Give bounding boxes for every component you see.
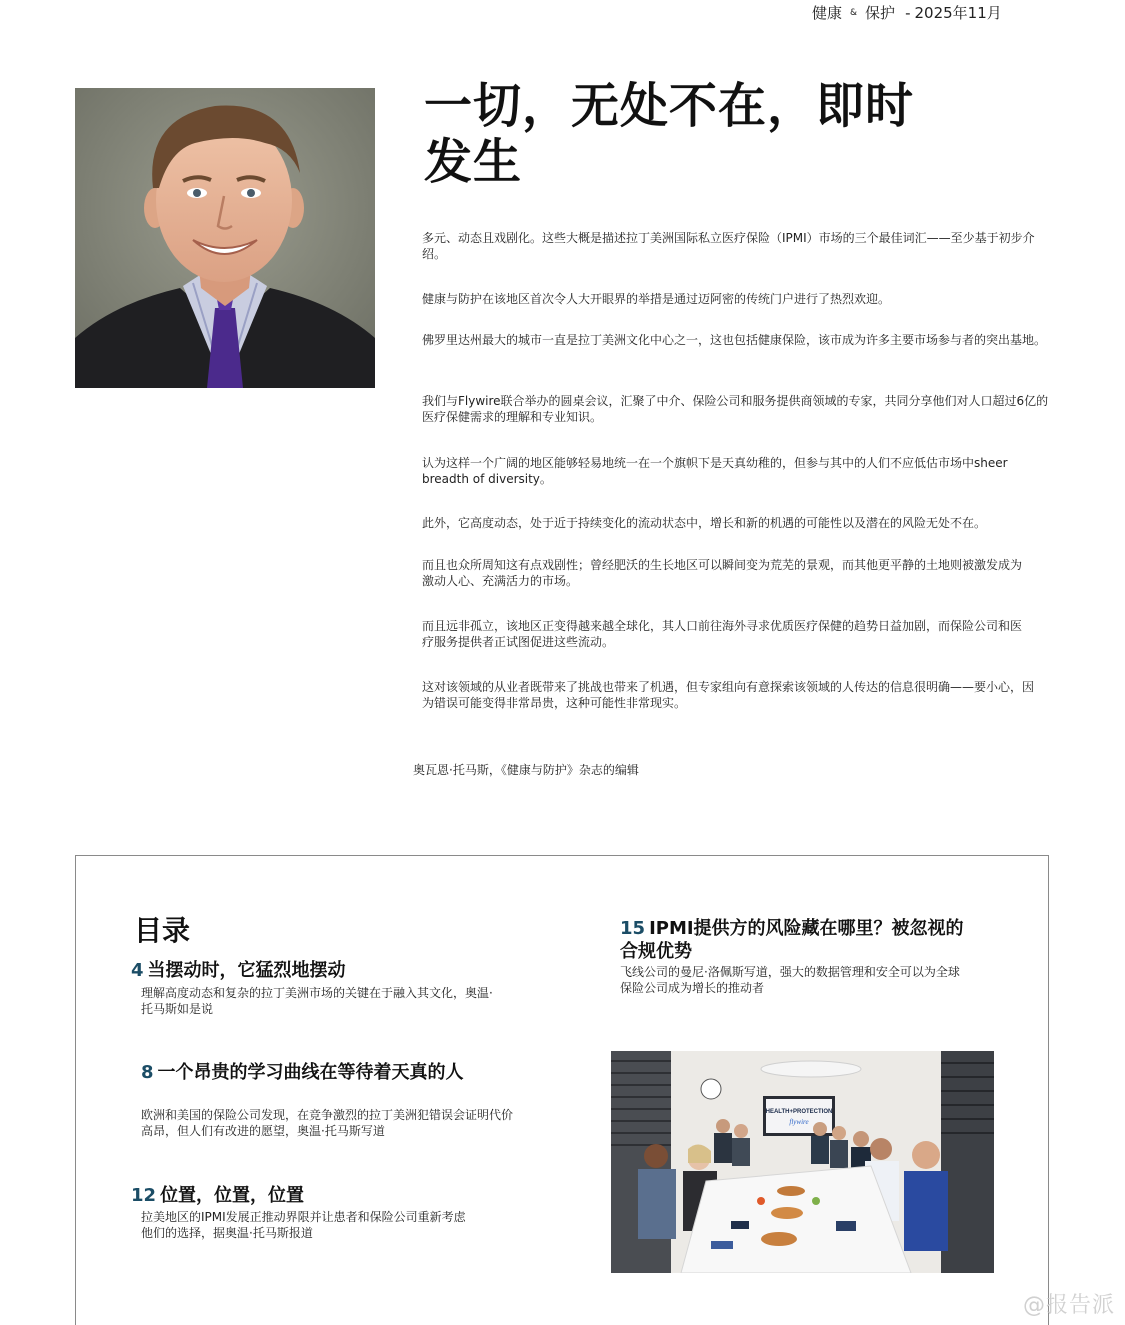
watermark: @报告派 bbox=[1022, 1293, 1115, 1318]
toc-item-heading[interactable] bbox=[131, 1184, 551, 1207]
intro-paragraph: 佛罗里达州最大的城市一直是拉丁美洲文化中心之一，这也包括健康保险，该市成为许多主要市场参与者的突出基地。 bbox=[422, 333, 1047, 347]
intro-paragraph: 这对该领域的从业者既带来了挑战也带来了机遇，但专家组向有意探索该领域的人传达的信息很明确——要小心，因为错误可能变得非常昂贵，这种可能性非常现实。 bbox=[422, 680, 1035, 710]
header-section-protection: 保护 bbox=[865, 4, 896, 22]
toc-page-number: 15 bbox=[620, 918, 646, 939]
toc-item-title: IPMI提供方的风险藏在哪里？被忽视的合规优势 bbox=[620, 918, 964, 962]
roundtable-illustration bbox=[611, 1051, 994, 1273]
toc-page-number: 8 bbox=[141, 1062, 154, 1083]
header-section-health: 健康 bbox=[812, 4, 843, 22]
toc-item-title: 当摆动时，它猛烈地摆动 bbox=[147, 960, 346, 981]
editor-byline: 奥瓦恩·托马斯，《健康与防护》杂志的编辑 bbox=[413, 763, 639, 777]
intro-paragraph: 我们与Flywire联合举办的圆桌会议，汇聚了中介、保险公司和服务提供商领域的专家，共同分享他们对人口超过6亿的医疗保健需求的理解和专业知识。 bbox=[422, 394, 1049, 424]
intro-paragraph: 多元、动态且戏剧化。这些大概是描述拉丁美洲国际私立医疗保险（IPMI）市场的三个最佳词汇——至少基于初步介绍。 bbox=[422, 231, 1035, 261]
header-dash: - bbox=[905, 4, 911, 22]
intro-paragraph: 而且也众所周知这有点戏剧性；曾经肥沃的生长地区可以瞬间变为荒芜的景观，而其他更平静的土地则被激发成为激动人心、充满活力的市场。 bbox=[422, 558, 1023, 588]
roundtable-photo bbox=[611, 1051, 994, 1273]
issue-header bbox=[812, 2, 1002, 23]
toc-item-description: 欧洲和美国的保险公司发现，在竞争激烈的拉丁美洲犯错误会证明代价高昂，但人们有改进的愿望，奥温·托马斯写道 bbox=[141, 1108, 514, 1138]
intro-paragraph: 此外，它高度动态，处于近于持续变化的流动状态中，增长和新的机遇的可能性以及潜在的风险无处不在。 bbox=[422, 516, 987, 530]
editor-portrait bbox=[75, 88, 375, 388]
toc-item-description: 拉美地区的IPMI发展正推动界限并让患者和保险公司重新考虑他们的选择，据奥温·托马斯报道 bbox=[141, 1210, 466, 1240]
screen-brand: flywire bbox=[789, 1118, 809, 1126]
toc-item-title: 一个昂贵的学习曲线在等待着天真的人 bbox=[157, 1062, 464, 1083]
header-ampersand: & bbox=[850, 8, 858, 18]
toc-item-title: 位置，位置，位置 bbox=[160, 1185, 305, 1206]
toc-page-number: 12 bbox=[131, 1185, 157, 1206]
article-headline: 一切，无处不在，即时发生 bbox=[424, 78, 915, 190]
screen-title: HEALTH+PROTECTION bbox=[765, 1109, 833, 1115]
toc-item-description: 理解高度动态和复杂的拉丁美洲市场的关键在于融入其文化，奥温·托马斯如是说 bbox=[141, 986, 493, 1016]
toc-item-heading[interactable] bbox=[141, 1061, 481, 1084]
toc-item-heading[interactable] bbox=[131, 959, 551, 982]
intro-paragraph: 认为这样一个广阔的地区能够轻易地统一在一个旗帜下是天真幼稚的，但参与其中的人们不应低估市场中sheer breadth of diversity。 bbox=[422, 456, 1008, 486]
header-date: 2025年11月 bbox=[914, 4, 1002, 22]
toc-item-description: 飞线公司的曼尼·洛佩斯写道，强大的数据管理和安全可以为全球保险公司成为增长的推动者 bbox=[620, 965, 960, 995]
intro-paragraph: 健康与防护在该地区首次令人大开眼界的举措是通过迈阿密的传统门户进行了热烈欢迎。 bbox=[422, 292, 891, 306]
intro-paragraph: 而且远非孤立，该地区正变得越来越全球化，其人口前往海外寻求优质医疗保健的趋势日益加剧，而保险公司和医疗服务提供者正试图促进这些流动。 bbox=[422, 619, 1023, 649]
portrait-illustration bbox=[75, 88, 375, 388]
toc-page-number: 4 bbox=[131, 960, 144, 981]
toc-item-heading[interactable] bbox=[620, 917, 970, 963]
toc-title: 目录 bbox=[134, 914, 191, 947]
